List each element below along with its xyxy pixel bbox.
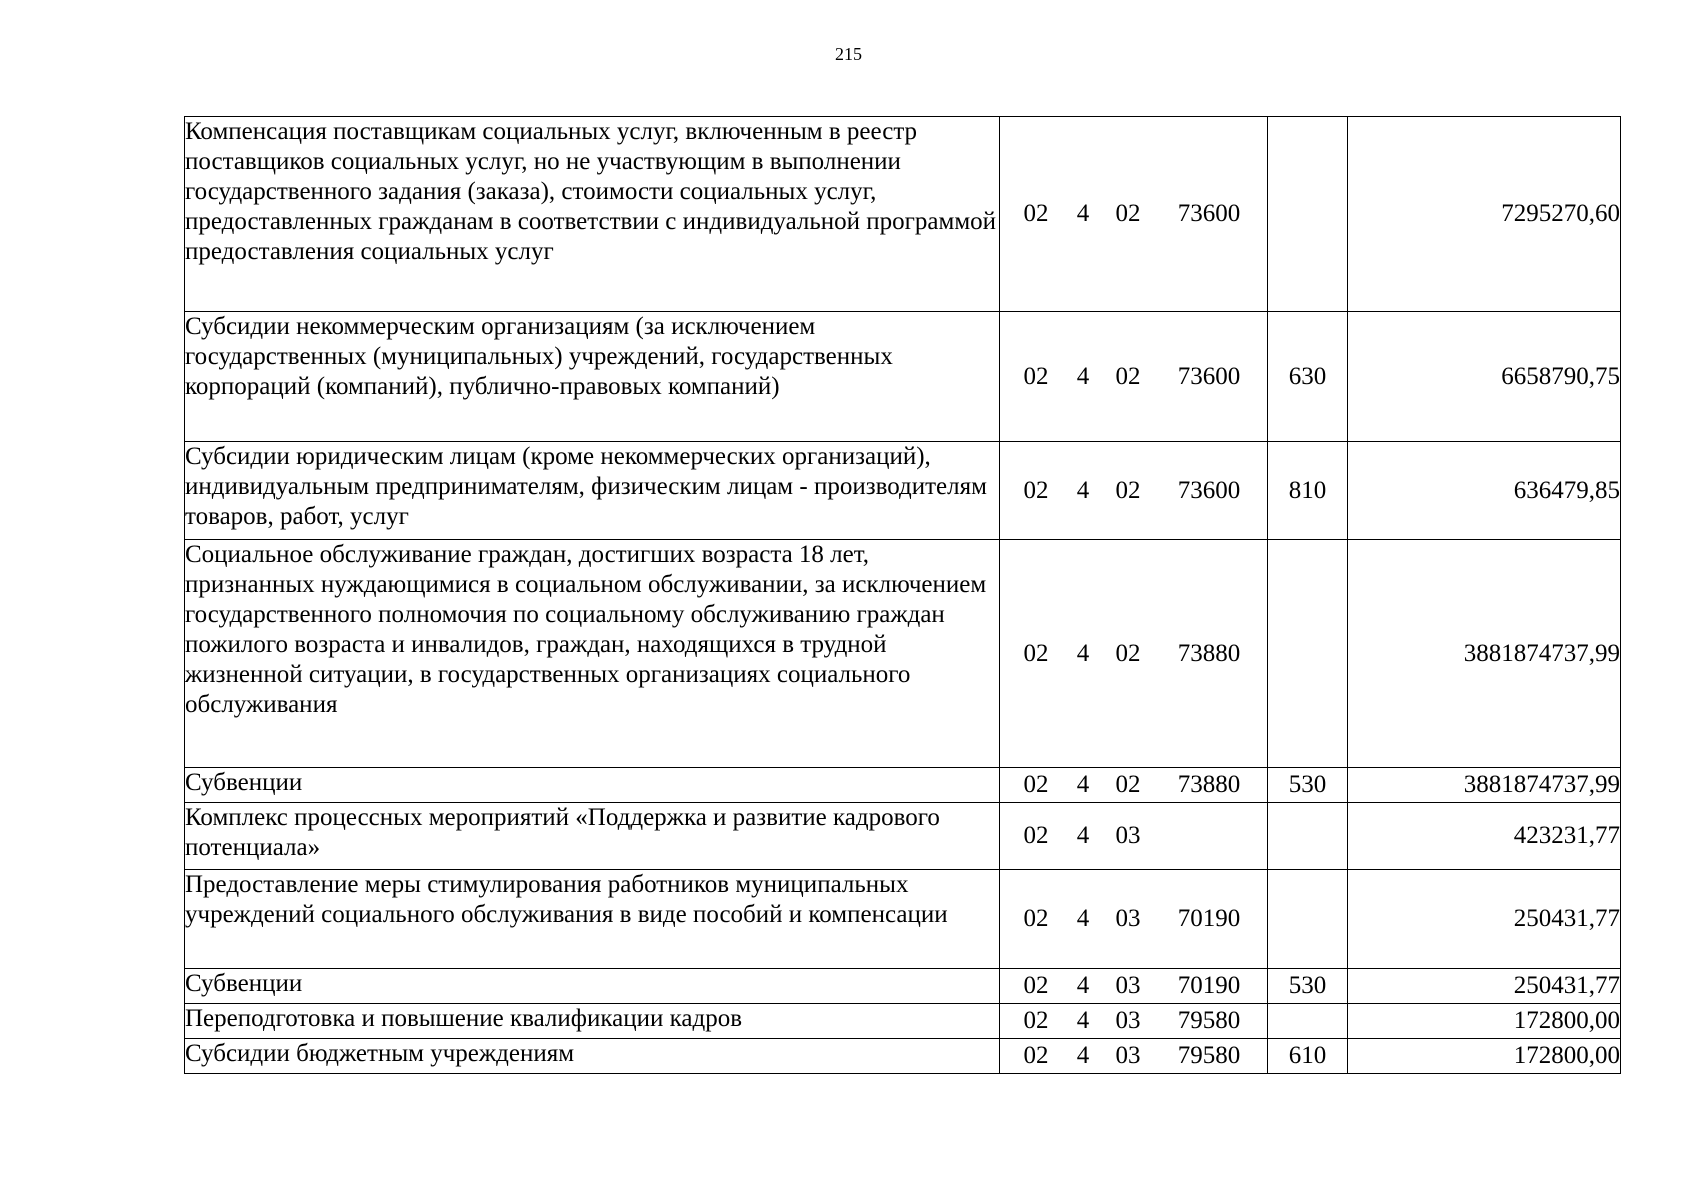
code-direction: 79580 [1177, 1007, 1241, 1034]
table-row [185, 803, 1621, 870]
code-direction: 73600 [1177, 362, 1241, 390]
expense-type [1268, 803, 1348, 870]
table-row [185, 1004, 1621, 1039]
amount: 3881874737,99 [1348, 540, 1621, 768]
code-group: 02 [1115, 200, 1141, 227]
amount: 172800,00 [1348, 1004, 1621, 1039]
row-name: Субсидии юридическим лицам (кроме некоммерческих организаций), индивидуальным предпринимателям, физическим лицам - производителям товаров, работ, услуг [185, 442, 1000, 540]
row-codes [1000, 442, 1268, 540]
table-row [185, 312, 1621, 442]
code-program: 02 [1023, 771, 1049, 798]
code-program: 02 [1023, 1042, 1049, 1069]
code-subprogram: 4 [1076, 771, 1090, 798]
expense-type: 530 [1268, 969, 1348, 1004]
table-row [185, 870, 1621, 969]
code-subprogram: 4 [1076, 362, 1090, 390]
row-codes [1000, 117, 1268, 312]
row-codes [1000, 768, 1268, 803]
code-program: 02 [1023, 905, 1049, 932]
code-subprogram: 4 [1076, 905, 1090, 932]
row-name: Переподготовка и повышение квалификации кадров [185, 1004, 1000, 1039]
row-codes [1000, 803, 1268, 870]
row-name: Субсидии бюджетным учреждениям [185, 1039, 1000, 1074]
row-codes [1000, 870, 1268, 969]
code-direction: 73600 [1177, 200, 1241, 227]
code-program: 02 [1023, 822, 1049, 849]
table-row [185, 117, 1621, 312]
code-direction: 79580 [1177, 1042, 1241, 1069]
expense-type [1268, 117, 1348, 312]
code-group: 03 [1115, 822, 1141, 849]
table-row [185, 768, 1621, 803]
amount: 172800,00 [1348, 1039, 1621, 1074]
row-codes [1000, 312, 1268, 442]
expense-type: 610 [1268, 1039, 1348, 1074]
budget-table [184, 116, 1621, 1074]
code-direction: 70190 [1177, 972, 1241, 999]
code-program: 02 [1023, 200, 1049, 227]
row-codes [1000, 540, 1268, 768]
row-codes [1000, 1004, 1268, 1039]
amount: 3881874737,99 [1348, 768, 1621, 803]
code-subprogram: 4 [1076, 1007, 1090, 1034]
expense-type [1268, 870, 1348, 969]
code-subprogram: 4 [1076, 200, 1090, 227]
expense-type: 630 [1268, 312, 1348, 442]
row-name: Субвенции [185, 969, 1000, 1004]
table-row [185, 540, 1621, 768]
code-subprogram: 4 [1076, 639, 1090, 667]
code-direction: 70190 [1177, 905, 1241, 932]
row-name: Социальное обслуживание граждан, достигших возраста 18 лет, признанных нуждающимися в социальном обслуживании, за исключением государственного полномочия по социальному обслуживанию граждан пожилого возраста и инвалидов, граждан, находящихся в трудной жизненной ситуации, в государственных организациях социального обслуживания [185, 540, 1000, 768]
code-program: 02 [1023, 476, 1049, 504]
row-name: Субвенции [185, 768, 1000, 803]
table-row [185, 969, 1621, 1004]
expense-type [1268, 540, 1348, 768]
code-program: 02 [1023, 972, 1049, 999]
code-group: 02 [1115, 771, 1141, 798]
code-program: 02 [1023, 1007, 1049, 1034]
code-subprogram: 4 [1076, 822, 1090, 849]
table-row [185, 1039, 1621, 1074]
code-group: 03 [1115, 1007, 1141, 1034]
amount: 250431,77 [1348, 870, 1621, 969]
code-program: 02 [1023, 362, 1049, 390]
row-name: Компенсация поставщикам социальных услуг, включенным в реестр поставщиков социальных услуг, но не участвующим в выполнении государственного задания (заказа), стоимости социальных услуг, предоставленных гражданам в соответствии с индивидуальной программой предоставления социальных услуг [185, 117, 1000, 312]
row-name: Предоставление меры стимулирования работников муниципальных учреждений социального обслуживания в виде пособий и компенсации [185, 870, 1000, 969]
code-subprogram: 4 [1076, 476, 1090, 504]
amount: 636479,85 [1348, 442, 1621, 540]
expense-type: 530 [1268, 768, 1348, 803]
code-group: 03 [1115, 1042, 1141, 1069]
amount: 423231,77 [1348, 803, 1621, 870]
code-group: 03 [1115, 972, 1141, 999]
table-row [185, 442, 1621, 540]
row-codes [1000, 1039, 1268, 1074]
code-direction: 73600 [1177, 476, 1241, 504]
row-codes [1000, 969, 1268, 1004]
code-direction: 73880 [1177, 639, 1241, 667]
code-subprogram: 4 [1076, 1042, 1090, 1069]
expense-type: 810 [1268, 442, 1348, 540]
amount: 7295270,60 [1348, 117, 1621, 312]
row-name: Субсидии некоммерческим организациям (за исключением государственных (муниципальных) учреждений, государственных корпораций (компаний), публично-правовых компаний) [185, 312, 1000, 442]
page-number: 215 [835, 44, 862, 64]
code-direction: 73880 [1177, 771, 1241, 798]
expense-type [1268, 1004, 1348, 1039]
row-name: Комплекс процессных мероприятий «Поддержка и развитие кадрового потенциала» [185, 803, 1000, 870]
code-program: 02 [1023, 639, 1049, 667]
code-group: 03 [1115, 905, 1141, 932]
code-group: 02 [1115, 639, 1141, 667]
code-group: 02 [1115, 362, 1141, 390]
amount: 6658790,75 [1348, 312, 1621, 442]
amount: 250431,77 [1348, 969, 1621, 1004]
code-subprogram: 4 [1076, 972, 1090, 999]
code-group: 02 [1115, 476, 1141, 504]
